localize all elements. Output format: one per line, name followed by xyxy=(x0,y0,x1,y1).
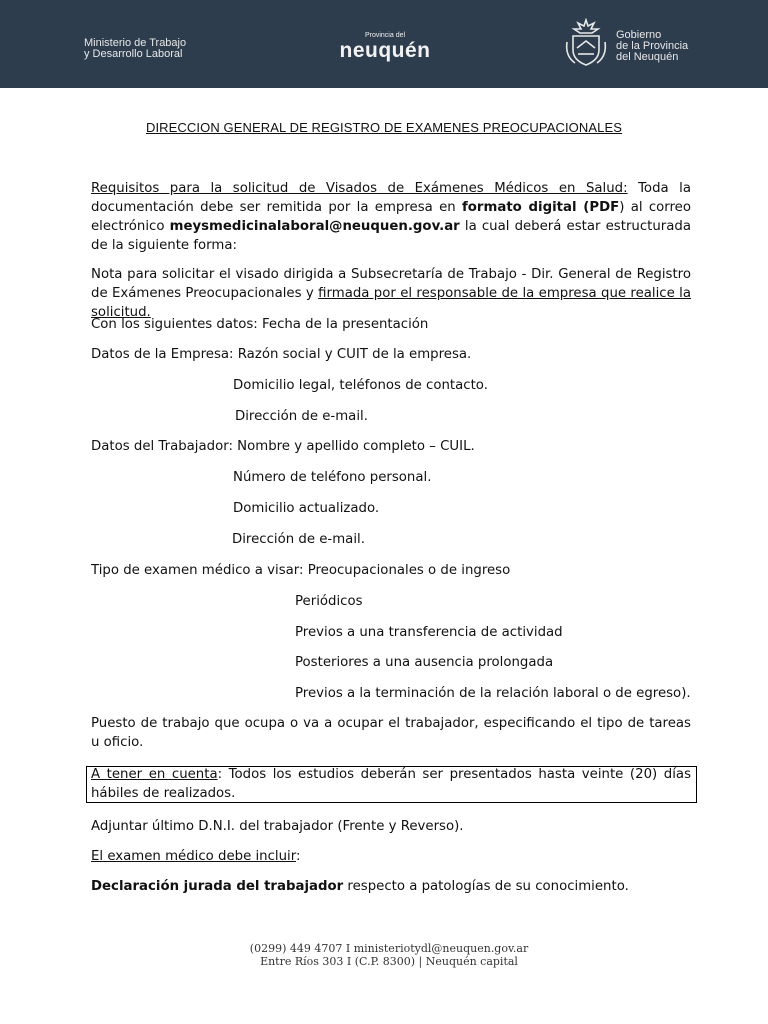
page-header xyxy=(0,0,768,88)
exam-type-item: Previos a la terminación de la relación laboral o de egreso). xyxy=(295,686,691,701)
ministry-logo xyxy=(84,38,186,60)
province-small-label: Provincia del xyxy=(364,32,406,39)
gov-line2: de la Provincia xyxy=(616,40,689,52)
note-text: Nota para solicitar el visado dirigida a Subsecretaría de Trabajo - Dir. General de Registro de Exámenes Preocupacionales y xyxy=(91,267,691,301)
exam-include-line xyxy=(91,847,300,866)
notice-label: A tener en cuenta xyxy=(91,767,218,782)
format-bold: formato digital (PDF xyxy=(462,200,620,215)
exam-type-item: Posteriores a una ausencia prolongada xyxy=(295,655,554,670)
province-brand: neuquén xyxy=(339,39,431,62)
declaration-bold: Declaración jurada del trabajador xyxy=(91,879,344,894)
dni-line: Adjuntar último D.N.I. del trabajador (Frente y Reverso). xyxy=(91,819,464,834)
notice-paragraph xyxy=(91,765,691,803)
requirements-text1: Toda la documentación debe ser remitida por la empresa en xyxy=(91,181,691,215)
company-item: Dirección de e-mail. xyxy=(235,409,368,424)
exam-type-item: Periódicos xyxy=(295,594,363,609)
note-underlined: firmada por el responsable de la empresa que realice la solicitud. xyxy=(91,286,691,320)
exam-include-colon: : xyxy=(295,849,301,864)
notice-text: : Todos los estudios deberán ser presentados hasta veinte (20) días hábiles de realizados. xyxy=(91,767,692,801)
note-paragraph xyxy=(91,265,691,322)
requirements-paragraph xyxy=(91,179,691,255)
gov-line1: Gobierno xyxy=(616,29,662,41)
exam-type-label: Tipo de examen médico a visar: Preocupacionales o de ingreso xyxy=(91,563,511,578)
ministry-name-line1: Ministerio de Trabajo xyxy=(84,37,187,49)
declaration-line xyxy=(91,877,629,896)
requirements-text3: la cual deberá estar estructurada de la siguiente forma: xyxy=(91,219,691,253)
requirements-label: Requisitos para la solicitud de Visados de Exámenes Médicos en Salud xyxy=(91,181,624,196)
data-intro: Con los siguientes datos: Fecha de la presentación xyxy=(91,317,429,332)
requirements-colon: : xyxy=(623,181,628,196)
footer-address: Entre Ríos 303 I (C.P. 8300) | Neuquén capital xyxy=(260,955,518,968)
ministry-name-line2: y Desarrollo Laboral xyxy=(84,48,183,60)
job-paragraph: Puesto de trabajo que ocupa o va a ocupar el trabajador, especificando el tipo de tareas u oficio. xyxy=(91,716,691,750)
document-title: DIRECCION GENERAL DE REGISTRO DE EXAMENES PREOCUPACIONALES xyxy=(145,120,623,135)
footer-contact: (0299) 449 4707 I ministeriotydl@neuquen.gov.ar xyxy=(249,942,529,955)
worker-label: Datos del Trabajador: Nombre y apellido completo – CUIL. xyxy=(91,439,475,454)
email-address: meysmedicinalaboral@neuquen.gov.ar xyxy=(169,219,460,234)
province-logo xyxy=(330,32,440,62)
exam-type-item: Previos a una transferencia de actividad xyxy=(295,625,563,640)
requirements-text2: ) al correo electrónico xyxy=(91,200,691,234)
government-logo-text xyxy=(616,30,688,63)
gov-line3: del Neuquén xyxy=(616,51,679,63)
coat-of-arms-icon xyxy=(563,18,609,68)
company-label: Datos de la Empresa: Razón social y CUIT de la empresa. xyxy=(91,347,472,362)
company-item: Domicilio legal, teléfonos de contacto. xyxy=(233,378,488,393)
worker-item: Número de teléfono personal. xyxy=(233,470,432,485)
exam-include-label: El examen médico debe incluir xyxy=(91,849,296,864)
declaration-text: respecto a patologías de su conocimiento. xyxy=(343,879,629,894)
worker-item: Dirección de e-mail. xyxy=(232,532,365,547)
worker-item: Domicilio actualizado. xyxy=(233,501,380,516)
